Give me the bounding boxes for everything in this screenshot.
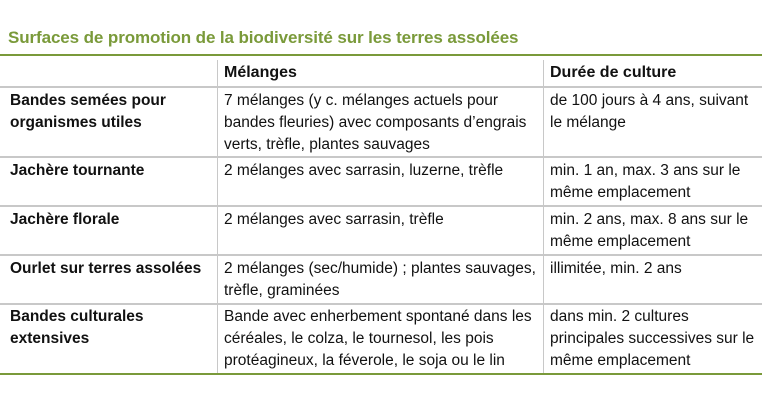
column-separator: [217, 60, 218, 373]
row-separator: [0, 303, 762, 305]
table-row: [0, 306, 762, 372]
row-melanges: 2 mélanges avec sarrasin, trèfle: [224, 211, 444, 228]
table-row: [0, 209, 762, 253]
header-duree: Durée de culture: [550, 64, 677, 81]
table-title: Surfaces de promotion de la biodiversité sur les terres assolées: [8, 28, 519, 47]
table-row: [0, 90, 762, 156]
row-duree: dans min. 2 cultures principales successives sur le même emplacement: [550, 308, 755, 369]
row-name: Bandes semées pour organismes utiles: [10, 92, 166, 131]
row-separator: [0, 205, 762, 207]
top-rule: [0, 54, 762, 56]
row-melanges: Bande avec enherbement spontané dans les céréales, le colza, le tournesol, les pois protéagineux, la féverole, le soja ou le lin: [224, 308, 532, 369]
table-row: [0, 160, 762, 204]
bottom-rule: [0, 373, 762, 375]
row-separator: [0, 156, 762, 158]
table-header: [0, 60, 762, 86]
table-row: [0, 258, 762, 302]
row-name: Ourlet sur terres assolées: [10, 260, 202, 277]
column-separator: [543, 60, 544, 373]
row-name: Bandes culturales extensives: [10, 308, 144, 347]
header-separator: [0, 86, 762, 88]
row-duree: min. 1 an, max. 3 ans sur le même emplacement: [550, 162, 741, 201]
row-melanges: 2 mélanges (sec/humide) ; plantes sauvages, trèfle, graminées: [224, 260, 536, 299]
row-duree: de 100 jours à 4 ans, suivant le mélange: [550, 92, 749, 131]
row-name: Jachère florale: [10, 211, 120, 228]
row-melanges: 2 mélanges avec sarrasin, luzerne, trèfle: [224, 162, 504, 179]
row-duree: min. 2 ans, max. 8 ans sur le même emplacement: [550, 211, 749, 250]
row-name: Jachère tournante: [10, 162, 145, 179]
row-separator: [0, 254, 762, 256]
row-duree: illimitée, min. 2 ans: [550, 260, 682, 277]
row-melanges: 7 mélanges (y c. mélanges actuels pour bandes fleuries) avec composants d’engrais verts, trèfle, plantes sauvages: [224, 92, 527, 153]
header-melanges: Mélanges: [224, 64, 297, 81]
